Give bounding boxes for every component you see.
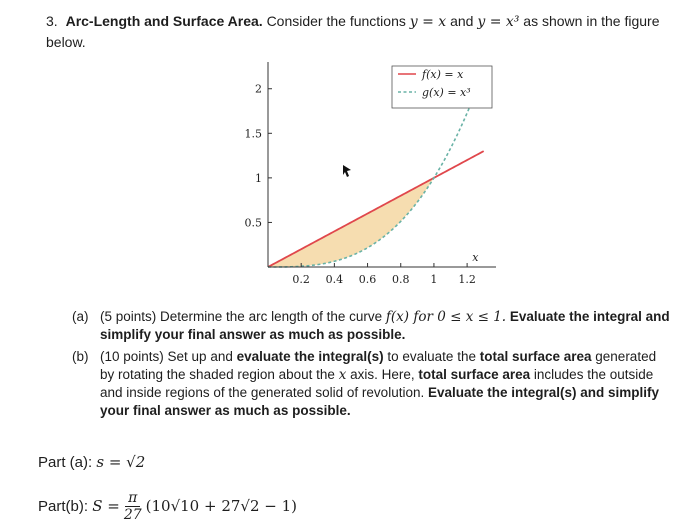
legend — [392, 66, 492, 108]
answer-a — [38, 446, 297, 478]
y-tick-label: 1 — [255, 171, 262, 185]
x-tick-label: 0.2 — [292, 273, 310, 286]
part-b-b3: total surface area — [418, 367, 531, 382]
part-b-t4: axis. Here, — [346, 367, 419, 382]
part-b-t3: generated by rotating the shaded region about the — [100, 349, 657, 382]
answer-b — [38, 490, 297, 522]
function-plot — [230, 62, 530, 297]
legend-label: f(x) = x — [422, 68, 464, 81]
problem-number: 3. — [46, 13, 58, 29]
part-a-text — [100, 308, 672, 344]
intro-text-1: Consider the functions — [266, 13, 410, 29]
part-b-m1: x — [338, 367, 347, 383]
x-tick-label: 0.8 — [391, 273, 410, 286]
part-a — [72, 308, 672, 344]
answer-a-label: Part (a): — [38, 453, 93, 471]
y-tick-label: 0.5 — [244, 216, 262, 230]
y-tick-label: 1.5 — [244, 127, 262, 141]
fraction-numerator: π — [125, 490, 140, 507]
answers — [38, 446, 297, 522]
part-b — [72, 348, 672, 420]
part-a-bold: Evaluate the integral and simplify your final answer as much as possible. — [100, 309, 670, 342]
part-b-t5: includes the outside and inside regions of the generated solid of revolution. — [100, 367, 654, 400]
problem-title: Arc-Length and Surface Area. — [65, 13, 263, 29]
intro-text-2: as shown in the figure below. — [46, 13, 660, 50]
part-b-b2: total surface area — [479, 349, 592, 364]
part-b-label: (b) — [72, 349, 89, 364]
part-b-text — [100, 348, 672, 420]
x-tick-label: 1.2 — [458, 273, 476, 286]
answer-b-label: Part(b): — [38, 497, 89, 515]
part-b-b1: evaluate the integral(s) — [236, 349, 384, 364]
x-tick-label: 1 — [430, 273, 438, 286]
answer-b-fraction — [124, 490, 142, 523]
answer-b-expression: (10√10 + 27√2 − 1) — [145, 497, 298, 515]
x-tick-label: 0.6 — [358, 273, 377, 286]
answer-b-lhs: S = — [92, 497, 120, 515]
part-b-t2: to evaluate the — [383, 349, 480, 364]
y-tick-label: 2 — [255, 82, 262, 96]
problem-parts — [72, 308, 672, 424]
part-a-pre: (5 points) Determine the arc length of the curve — [100, 309, 386, 324]
answer-a-math: s = √2 — [96, 453, 146, 471]
equation-y-x-cubed: y = x³ — [477, 14, 520, 30]
equation-y-x: y = x — [409, 14, 447, 30]
legend-label: g(x) = x³ — [422, 86, 471, 99]
mouse-pointer-icon — [343, 165, 351, 177]
problem-statement — [46, 11, 676, 52]
x-axis-label: x — [472, 251, 479, 264]
part-b-b4: Evaluate the integral(s) and simplify your final answer as much as possible. — [100, 385, 660, 418]
part-a-math: f(x) for 0 ≤ x ≤ 1. — [385, 309, 507, 325]
part-b-t1: (10 points) Set up and — [100, 349, 237, 364]
series-line-f — [268, 151, 484, 267]
intro-and: and — [446, 13, 478, 29]
fraction-denominator: 27 — [123, 506, 142, 523]
x-tick-label: 0.4 — [325, 273, 344, 286]
part-a-label: (a) — [72, 309, 89, 324]
